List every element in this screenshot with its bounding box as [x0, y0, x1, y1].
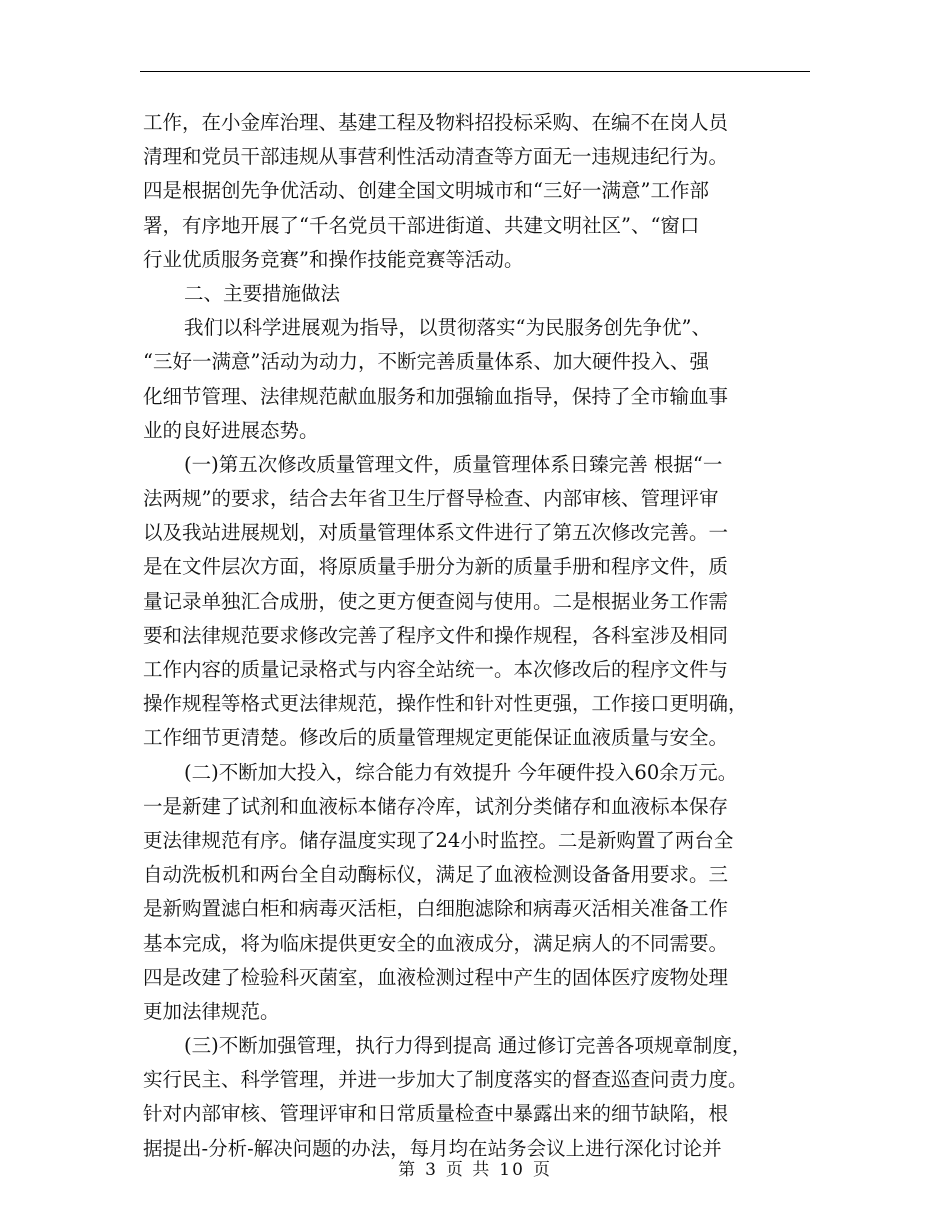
footer-middle: 页 共	[445, 1160, 492, 1180]
text-line: 一是新建了试剂和血液标本储存冷库，试剂分类储存和血液标本保存	[143, 794, 729, 818]
text-line: 更加法律规范。	[143, 999, 280, 1023]
text-line: 四是改建了检验科灭菌室，血液检测过程中产生的固体医疗废物处理	[143, 965, 729, 989]
document-body	[143, 106, 811, 1166]
text-line: 实行民主、科学管理，并进一步加大了制度落实的督查巡查问责力度。	[143, 1068, 748, 1092]
text-line: 以及我站进展规划，对质量管理体系文件进行了第五次修改完善。一	[143, 521, 729, 545]
header-rule	[140, 71, 810, 72]
text-line: 要和法律规范要求修改完善了程序文件和操作规程，各科室涉及相同	[143, 623, 729, 647]
text-line: 清理和党员干部违规从事营利性活动清查等方面无一违规违纪行为。	[143, 145, 729, 169]
text-line: (二)不断加大投入，综合能力有效提升 今年硬件投入60余万元。	[184, 760, 738, 784]
text-line: 化细节管理、法律规范献血服务和加强输血指导，保持了全市输血事	[143, 384, 729, 408]
text-line: 自动洗板机和两台全自动酶标仪，满足了血液检测设备备用要求。三	[143, 863, 729, 887]
footer-suffix: 页	[532, 1160, 552, 1180]
text-line: 操作规程等格式更法律规范，操作性和针对性更强，工作接口更明确，	[143, 692, 748, 716]
page-footer	[0, 1155, 950, 1180]
footer-total-pages: 10	[499, 1160, 525, 1180]
text-line: 行业优质服务竞赛”和操作技能竞赛等活动。	[143, 247, 524, 271]
text-line: 四是根据创先争优活动、创建全国文明城市和“三好一满意”工作部	[143, 179, 709, 203]
text-line: 据提出-分析-解决问题的办法，每月均在站务会议上进行深化讨论并	[143, 1136, 722, 1160]
text-line: 更法律规范有序。储存温度实现了24小时监控。二是新购置了两台全	[143, 828, 734, 852]
text-line: 针对内部审核、管理评审和日常质量检查中暴露出来的细节缺陷，根	[143, 1102, 729, 1126]
text-line: 工作，在小金库治理、基建工程及物料招投标采购、在编不在岗人员	[143, 111, 729, 134]
text-line: 法两规”的要求，结合去年省卫生厅督导检查、内部审核、管理评审	[143, 487, 719, 511]
footer-current-page: 3	[425, 1160, 438, 1180]
text-line: (三)不断加强管理，执行力得到提高 通过修订完善各项规章制度，	[184, 1034, 752, 1058]
text-line: 工作细节更清楚。修改后的质量管理规定更能保证血液质量与安全。	[143, 726, 729, 750]
text-line: 是新购置滤白柜和病毒灭活柜，白细胞滤除和病毒灭活相关准备工作	[143, 897, 729, 921]
text-line: 基本完成，将为临床提供更安全的血液成分，满足病人的不同需要。	[143, 931, 729, 955]
footer-prefix: 第	[398, 1160, 418, 1180]
text-line: 我们以科学进展观为指导，以贯彻落实“为民服务创先争优”、	[184, 316, 711, 340]
text-line: 工作内容的质量记录格式与内容全站统一。本次修改后的程序文件与	[143, 658, 729, 681]
text-line: 业的良好进展态势。	[143, 418, 319, 442]
text-line: 是在文件层次方面，将原质量手册分为新的质量手册和程序文件，质	[143, 555, 729, 579]
text-line: 二、主要措施做法	[184, 281, 341, 305]
text-line: (一)第五次修改质量管理文件，质量管理体系日臻完善 根据“一	[184, 452, 723, 476]
text-line: 量记录单独汇合成册，使之更方便查阅与使用。二是根据业务工作需	[143, 589, 729, 613]
text-line: “三好一满意”活动为动力，不断完善质量体系、加大硬件投入、强	[143, 350, 709, 374]
text-line: 署，有序地开展了“千名党员干部进街道、共建文明社区”、“窗口	[143, 213, 700, 237]
